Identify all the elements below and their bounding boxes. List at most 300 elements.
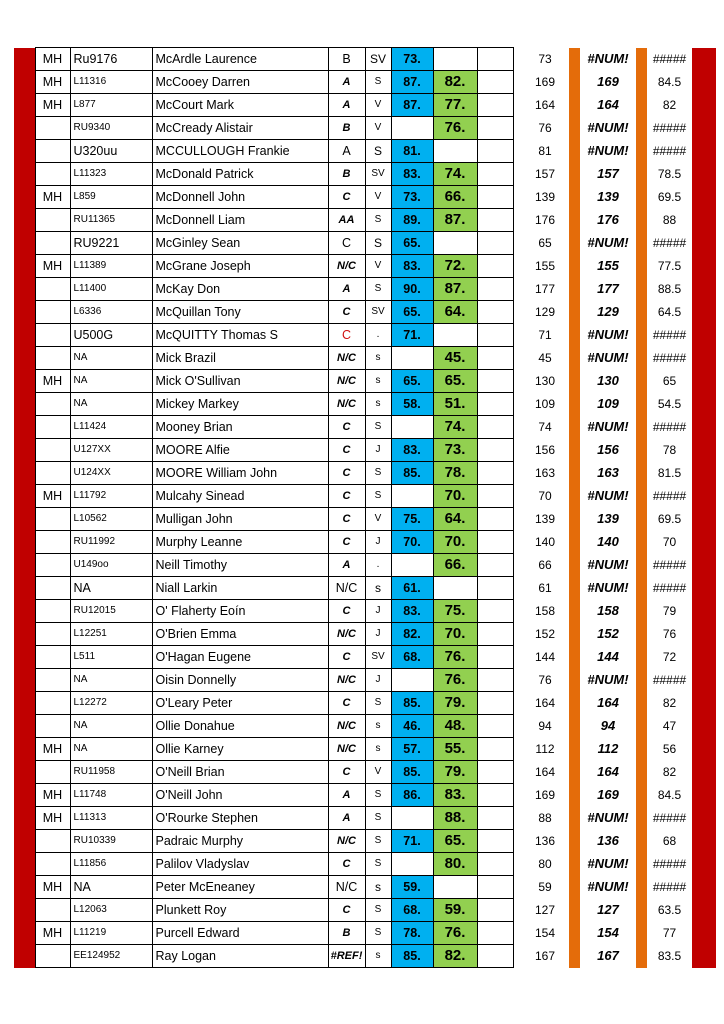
- empty-cell: [477, 876, 513, 899]
- round1-score-cell: 90.: [391, 278, 433, 301]
- spacer-cell: [513, 600, 521, 623]
- total-cell: 169: [534, 788, 556, 802]
- player-name-cell: Ollie Donahue: [152, 715, 328, 738]
- average-cell: 88: [662, 213, 677, 227]
- division-cell: S: [365, 692, 391, 715]
- round1-score-cell: 65.: [391, 301, 433, 324]
- total-cell: 71: [538, 328, 552, 342]
- player-name-cell: McCready Alistair: [152, 117, 328, 140]
- round2-score-cell: 55.: [433, 738, 477, 761]
- spacer-cell: [513, 462, 521, 485]
- total-cell: 136: [534, 834, 556, 848]
- right-red-band: [692, 646, 716, 669]
- table-row: [14, 94, 716, 117]
- round1-score-cell: [391, 554, 433, 577]
- empty-cell: [477, 577, 513, 600]
- division-cell: V: [365, 117, 391, 140]
- orange-band: [569, 232, 580, 255]
- round2-score-cell: 72.: [433, 255, 477, 278]
- round1-score-cell: [391, 485, 433, 508]
- total-cell: 76: [538, 673, 552, 687]
- licence-code-cell: RU12015: [70, 600, 152, 623]
- player-name-cell: Neill Timothy: [152, 554, 328, 577]
- orange-band: [569, 807, 580, 830]
- licence-code-cell: L11316: [70, 71, 152, 94]
- orange-band: [569, 577, 580, 600]
- average-cell: 69.5: [657, 190, 682, 204]
- orange-band: [569, 416, 580, 439]
- round1-score-cell: 83.: [391, 255, 433, 278]
- total-cell: 176: [534, 213, 556, 227]
- empty-cell: [477, 922, 513, 945]
- player-name-cell: McArdle Laurence: [152, 48, 328, 71]
- round2-score-cell: 87.: [433, 278, 477, 301]
- round1-score-cell: 85.: [391, 945, 433, 968]
- average-cell: #####: [652, 581, 687, 595]
- licence-code-cell: L511: [70, 646, 152, 669]
- round1-score-cell: 81.: [391, 140, 433, 163]
- division-cell: S: [365, 922, 391, 945]
- left-red-band: [14, 393, 35, 416]
- table-row: [14, 853, 716, 876]
- average-cell: 77: [662, 926, 677, 940]
- table-row: [14, 761, 716, 784]
- player-name-cell: MOORE Alfie: [152, 439, 328, 462]
- left-red-band: [14, 853, 35, 876]
- best-total-cell: #NUM!: [587, 856, 629, 871]
- spacer-cell: [513, 94, 521, 117]
- licence-code-cell: RU9221: [70, 232, 152, 255]
- empty-cell: [477, 784, 513, 807]
- player-name-cell: Niall Larkin: [152, 577, 328, 600]
- orange-band: [636, 324, 647, 347]
- member-flag-cell: MH: [35, 485, 70, 508]
- best-total-cell: #NUM!: [587, 350, 629, 365]
- licence-code-cell: Ru9176: [70, 48, 152, 71]
- left-red-band: [14, 922, 35, 945]
- best-total-cell: 163: [597, 465, 619, 480]
- right-red-band: [692, 278, 716, 301]
- spacer-cell: [513, 163, 521, 186]
- round2-score-cell: 88.: [433, 807, 477, 830]
- orange-band: [569, 255, 580, 278]
- empty-cell: [477, 508, 513, 531]
- table-row: [14, 232, 716, 255]
- orange-band: [569, 117, 580, 140]
- best-total-cell: 112: [597, 741, 619, 756]
- total-cell: 164: [534, 696, 556, 710]
- right-red-band: [692, 462, 716, 485]
- licence-code-cell: U320uu: [70, 140, 152, 163]
- spacer-cell: [513, 577, 521, 600]
- player-name-cell: McQuillan Tony: [152, 301, 328, 324]
- best-total-cell: 140: [597, 534, 619, 549]
- round1-score-cell: 58.: [391, 393, 433, 416]
- spacer-cell: [513, 784, 521, 807]
- round2-score-cell: 59.: [433, 899, 477, 922]
- orange-band: [636, 439, 647, 462]
- orange-band: [636, 209, 647, 232]
- left-red-band: [14, 94, 35, 117]
- licence-code-cell: NA: [70, 370, 152, 393]
- table-row: [14, 301, 716, 324]
- grade-cell: N/C: [328, 738, 365, 761]
- orange-band: [569, 347, 580, 370]
- best-total-cell: #NUM!: [587, 488, 629, 503]
- empty-cell: [477, 94, 513, 117]
- average-cell: #####: [652, 121, 687, 135]
- licence-code-cell: U500G: [70, 324, 152, 347]
- division-cell: S: [365, 853, 391, 876]
- empty-cell: [477, 163, 513, 186]
- round1-score-cell: 73.: [391, 186, 433, 209]
- round1-score-cell: 83.: [391, 163, 433, 186]
- total-cell: 76: [538, 121, 552, 135]
- round2-score-cell: 82.: [433, 71, 477, 94]
- spacer-cell: [513, 945, 521, 968]
- round1-score-cell: 59.: [391, 876, 433, 899]
- round1-score-cell: 83.: [391, 600, 433, 623]
- round2-score-cell: 66.: [433, 186, 477, 209]
- left-red-band: [14, 232, 35, 255]
- licence-code-cell: L12272: [70, 692, 152, 715]
- round2-score-cell: 70.: [433, 485, 477, 508]
- member-flag-cell: [35, 761, 70, 784]
- average-cell: 88.5: [657, 282, 682, 296]
- total-cell: 177: [534, 282, 556, 296]
- round1-score-cell: 78.: [391, 922, 433, 945]
- left-red-band: [14, 324, 35, 347]
- orange-band: [569, 71, 580, 94]
- grade-cell: N/C: [328, 876, 365, 899]
- average-cell: 68: [662, 834, 677, 848]
- division-cell: J: [365, 439, 391, 462]
- round1-score-cell: 85.: [391, 761, 433, 784]
- right-red-band: [692, 830, 716, 853]
- spacer-cell: [513, 531, 521, 554]
- orange-band: [636, 922, 647, 945]
- table-row: [14, 163, 716, 186]
- member-flag-cell: MH: [35, 71, 70, 94]
- player-name-cell: McDonnell Liam: [152, 209, 328, 232]
- best-total-cell: #NUM!: [587, 419, 629, 434]
- player-name-cell: O' Flaherty Eoín: [152, 600, 328, 623]
- grade-cell: B: [328, 922, 365, 945]
- division-cell: SV: [365, 301, 391, 324]
- total-cell: 164: [534, 98, 556, 112]
- average-cell: #####: [652, 857, 687, 871]
- best-total-cell: 164: [597, 695, 619, 710]
- player-name-cell: Mulcahy Sinead: [152, 485, 328, 508]
- member-flag-cell: [35, 646, 70, 669]
- best-total-cell: 169: [597, 74, 619, 89]
- table-row: [14, 117, 716, 140]
- orange-band: [569, 830, 580, 853]
- left-red-band: [14, 738, 35, 761]
- total-cell: 155: [534, 259, 556, 273]
- player-name-cell: Oisin Donnelly: [152, 669, 328, 692]
- right-red-band: [692, 669, 716, 692]
- grade-cell: C: [328, 600, 365, 623]
- member-flag-cell: [35, 830, 70, 853]
- orange-band: [569, 899, 580, 922]
- licence-code-cell: RU11992: [70, 531, 152, 554]
- player-name-cell: McDonnell John: [152, 186, 328, 209]
- player-name-cell: Plunkett Roy: [152, 899, 328, 922]
- right-red-band: [692, 117, 716, 140]
- division-cell: .: [365, 324, 391, 347]
- round1-score-cell: 75.: [391, 508, 433, 531]
- table-row: [14, 531, 716, 554]
- grade-cell: N/C: [328, 669, 365, 692]
- grade-cell: C: [328, 508, 365, 531]
- left-red-band: [14, 945, 35, 968]
- best-total-cell: 139: [597, 189, 619, 204]
- grade-cell: C: [328, 761, 365, 784]
- left-red-band: [14, 439, 35, 462]
- table-row: [14, 669, 716, 692]
- player-name-cell: Ollie Karney: [152, 738, 328, 761]
- average-cell: 78: [662, 443, 677, 457]
- table-row: [14, 807, 716, 830]
- member-flag-cell: [35, 140, 70, 163]
- division-cell: S: [365, 209, 391, 232]
- player-name-cell: MOORE William John: [152, 462, 328, 485]
- orange-band: [636, 738, 647, 761]
- division-cell: s: [365, 370, 391, 393]
- player-name-cell: McGrane Joseph: [152, 255, 328, 278]
- left-red-band: [14, 577, 35, 600]
- average-cell: 54.5: [657, 397, 682, 411]
- round2-score-cell: [433, 48, 477, 71]
- orange-band: [569, 623, 580, 646]
- member-flag-cell: MH: [35, 922, 70, 945]
- spacer-cell: [513, 669, 521, 692]
- table-row: [14, 370, 716, 393]
- total-cell: 109: [534, 397, 556, 411]
- total-cell: 70: [538, 489, 552, 503]
- licence-code-cell: L11856: [70, 853, 152, 876]
- orange-band: [636, 531, 647, 554]
- best-total-cell: #NUM!: [587, 327, 629, 342]
- right-red-band: [692, 922, 716, 945]
- spacer-cell: [513, 554, 521, 577]
- right-red-band: [692, 232, 716, 255]
- orange-band: [636, 416, 647, 439]
- grade-cell: N/C: [328, 370, 365, 393]
- member-flag-cell: [35, 577, 70, 600]
- round2-score-cell: 76.: [433, 669, 477, 692]
- orange-band: [636, 48, 647, 71]
- empty-cell: [477, 462, 513, 485]
- grade-cell: B: [328, 117, 365, 140]
- licence-code-cell: U127XX: [70, 439, 152, 462]
- orange-band: [636, 554, 647, 577]
- score-sheet: [14, 47, 716, 968]
- total-cell: 144: [534, 650, 556, 664]
- player-name-cell: O'Neill Brian: [152, 761, 328, 784]
- division-cell: J: [365, 600, 391, 623]
- orange-band: [636, 761, 647, 784]
- average-cell: 64.5: [657, 305, 682, 319]
- spacer-cell: [513, 807, 521, 830]
- best-total-cell: 109: [597, 396, 619, 411]
- member-flag-cell: [35, 669, 70, 692]
- right-red-band: [692, 439, 716, 462]
- grade-cell: A: [328, 554, 365, 577]
- round2-score-cell: 79.: [433, 692, 477, 715]
- round2-score-cell: 65.: [433, 830, 477, 853]
- table-row: [14, 393, 716, 416]
- round1-score-cell: 65.: [391, 370, 433, 393]
- right-red-band: [692, 600, 716, 623]
- round2-score-cell: [433, 577, 477, 600]
- right-red-band: [692, 738, 716, 761]
- licence-code-cell: NA: [70, 577, 152, 600]
- orange-band: [569, 462, 580, 485]
- right-red-band: [692, 485, 716, 508]
- spacer-cell: [513, 439, 521, 462]
- empty-cell: [477, 669, 513, 692]
- table-row: [14, 945, 716, 968]
- round2-score-cell: [433, 140, 477, 163]
- member-flag-cell: [35, 945, 70, 968]
- empty-cell: [477, 692, 513, 715]
- total-cell: 61: [538, 581, 552, 595]
- orange-band: [569, 853, 580, 876]
- orange-band: [569, 48, 580, 71]
- best-total-cell: 164: [597, 97, 619, 112]
- member-flag-cell: [35, 209, 70, 232]
- right-red-band: [692, 761, 716, 784]
- orange-band: [636, 784, 647, 807]
- best-total-cell: 152: [597, 626, 619, 641]
- left-red-band: [14, 186, 35, 209]
- right-red-band: [692, 945, 716, 968]
- spacer-cell: [513, 646, 521, 669]
- average-cell: 82: [662, 696, 677, 710]
- licence-code-cell: RU11365: [70, 209, 152, 232]
- orange-band: [569, 646, 580, 669]
- spacer-cell: [513, 416, 521, 439]
- total-cell: 59: [538, 880, 552, 894]
- division-cell: S: [365, 899, 391, 922]
- total-cell: 65: [538, 236, 552, 250]
- grade-cell: A: [328, 140, 365, 163]
- division-cell: S: [365, 485, 391, 508]
- orange-band: [636, 485, 647, 508]
- total-cell: 164: [534, 765, 556, 779]
- average-cell: 65: [662, 374, 677, 388]
- licence-code-cell: NA: [70, 715, 152, 738]
- player-name-cell: Palilov Vladyslav: [152, 853, 328, 876]
- licence-code-cell: EE124952: [70, 945, 152, 968]
- member-flag-cell: [35, 715, 70, 738]
- orange-band: [569, 715, 580, 738]
- total-cell: 152: [534, 627, 556, 641]
- table-row: [14, 623, 716, 646]
- average-cell: 76: [662, 627, 677, 641]
- licence-code-cell: L11748: [70, 784, 152, 807]
- empty-cell: [477, 715, 513, 738]
- orange-band: [569, 94, 580, 117]
- round1-score-cell: 87.: [391, 94, 433, 117]
- round1-score-cell: 68.: [391, 899, 433, 922]
- orange-band: [569, 692, 580, 715]
- round2-score-cell: 70.: [433, 623, 477, 646]
- empty-cell: [477, 393, 513, 416]
- spacer-cell: [513, 117, 521, 140]
- round2-score-cell: 64.: [433, 508, 477, 531]
- round2-score-cell: 76.: [433, 646, 477, 669]
- empty-cell: [477, 209, 513, 232]
- total-cell: 158: [534, 604, 556, 618]
- licence-code-cell: NA: [70, 876, 152, 899]
- grade-cell: N/C: [328, 623, 365, 646]
- player-name-cell: O'Neill John: [152, 784, 328, 807]
- left-red-band: [14, 301, 35, 324]
- right-red-band: [692, 853, 716, 876]
- grade-cell: N/C: [328, 830, 365, 853]
- total-cell: 112: [535, 742, 555, 756]
- orange-band: [569, 278, 580, 301]
- left-red-band: [14, 462, 35, 485]
- licence-code-cell: RU11958: [70, 761, 152, 784]
- division-cell: V: [365, 761, 391, 784]
- grade-cell: #REF!: [328, 945, 365, 968]
- licence-code-cell: L877: [70, 94, 152, 117]
- grade-cell: C: [328, 462, 365, 485]
- round1-score-cell: [391, 117, 433, 140]
- round1-score-cell: 65.: [391, 232, 433, 255]
- orange-band: [636, 876, 647, 899]
- round1-score-cell: [391, 853, 433, 876]
- orange-band: [636, 807, 647, 830]
- orange-band: [569, 393, 580, 416]
- round2-score-cell: 78.: [433, 462, 477, 485]
- grade-cell: N/C: [328, 255, 365, 278]
- orange-band: [636, 692, 647, 715]
- right-red-band: [692, 71, 716, 94]
- orange-band: [569, 876, 580, 899]
- orange-band: [636, 117, 647, 140]
- table-row: [14, 439, 716, 462]
- best-total-cell: 129: [597, 304, 619, 319]
- round1-score-cell: 87.: [391, 71, 433, 94]
- left-red-band: [14, 370, 35, 393]
- orange-band: [636, 669, 647, 692]
- right-red-band: [692, 370, 716, 393]
- spacer-cell: [513, 738, 521, 761]
- player-name-cell: Mooney Brian: [152, 416, 328, 439]
- spacer-cell: [513, 209, 521, 232]
- spacer-cell: [513, 255, 521, 278]
- member-flag-cell: [35, 347, 70, 370]
- score-table: [14, 47, 717, 968]
- licence-code-cell: L11323: [70, 163, 152, 186]
- table-row: [14, 324, 716, 347]
- right-red-band: [692, 186, 716, 209]
- division-cell: s: [365, 393, 391, 416]
- member-flag-cell: [35, 232, 70, 255]
- grade-cell: N/C: [328, 393, 365, 416]
- division-cell: s: [365, 715, 391, 738]
- player-name-cell: Purcell Edward: [152, 922, 328, 945]
- player-name-cell: Mick O'Sullivan: [152, 370, 328, 393]
- spacer-cell: [513, 508, 521, 531]
- right-red-band: [692, 393, 716, 416]
- player-name-cell: Mick Brazil: [152, 347, 328, 370]
